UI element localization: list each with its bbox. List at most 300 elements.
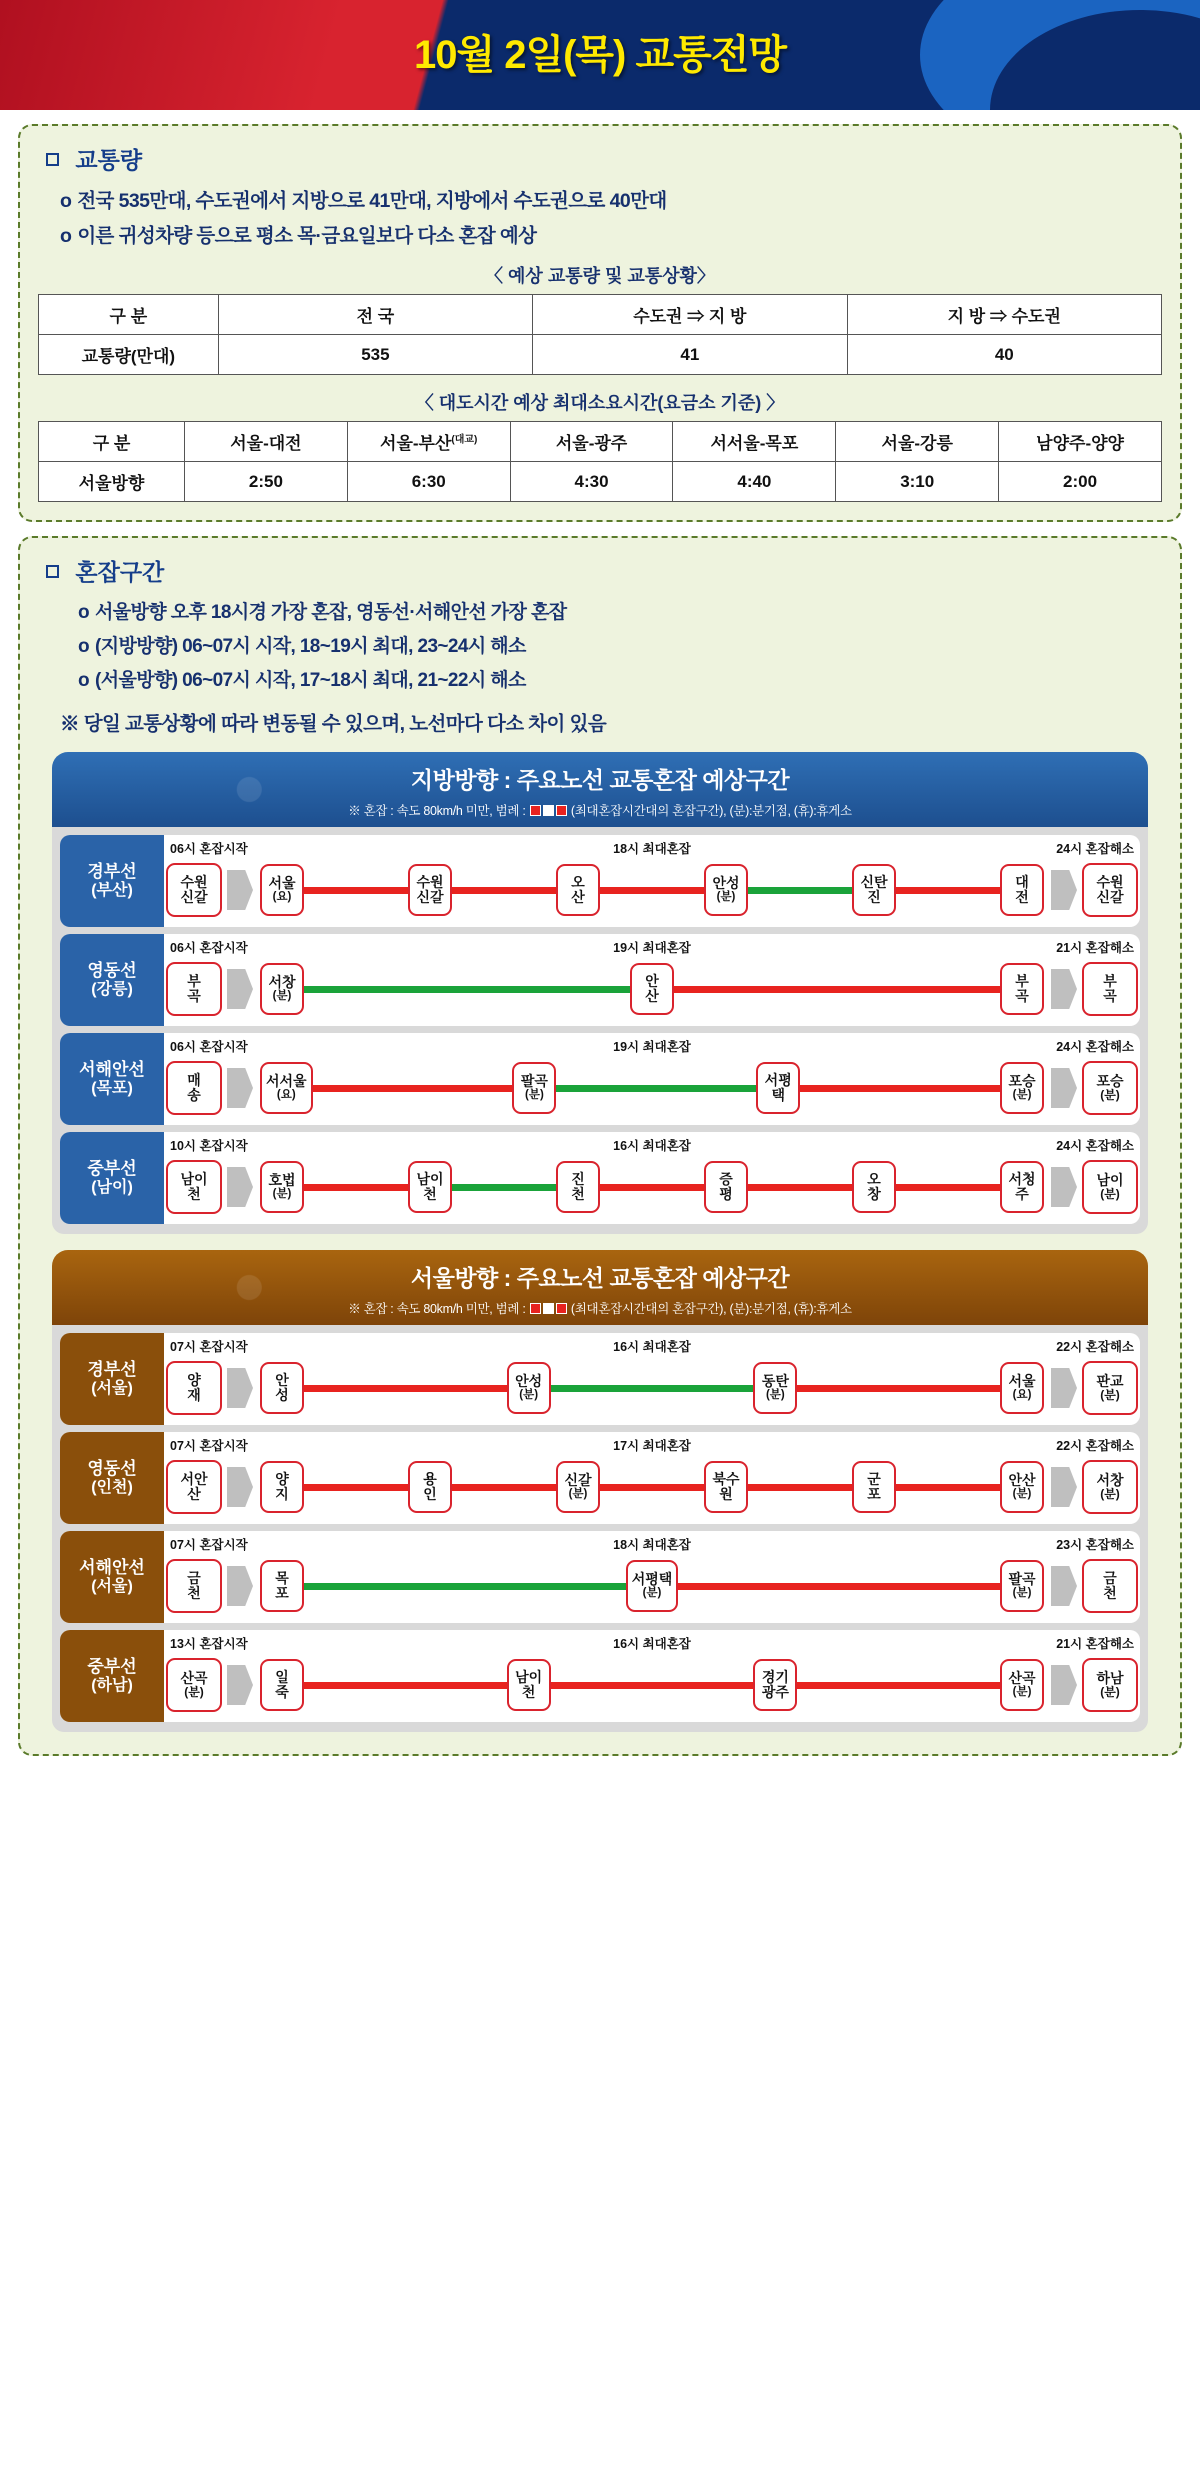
table2-header-6: 남양주-양양: [999, 422, 1162, 462]
node-line1: 증: [719, 1170, 733, 1187]
arrow-right-icon: [1051, 1467, 1077, 1507]
route-endpoint-node: [1082, 863, 1138, 917]
node-line2: 송: [187, 1087, 201, 1103]
table2-caption: 〈 대도시간 예상 최대소요시간(요금소 기준) 〉: [415, 393, 785, 413]
node-suffix: (분): [1012, 1587, 1032, 1600]
route-segments: [256, 1362, 1048, 1414]
direction-down-block: [52, 752, 1148, 1234]
route-name: [60, 1432, 164, 1524]
route-endpoint-node: [166, 863, 222, 917]
node-line1: 남이: [515, 1668, 543, 1685]
table1-header-1: 전 국: [218, 295, 532, 335]
node-line2: 천: [1103, 1585, 1117, 1601]
route-track: [164, 1355, 1140, 1421]
route-name: [60, 1630, 164, 1722]
route-node: [260, 1461, 304, 1513]
arrow-right-icon: [1051, 1068, 1077, 1108]
route-node: [1000, 1362, 1044, 1414]
route-node: [408, 864, 452, 916]
route-node: [704, 864, 748, 916]
congestion-peak-label: 18시 최대혼잡: [613, 842, 691, 856]
route-name-line2: (남이): [91, 1178, 133, 1196]
arrow-right-icon: [227, 1665, 253, 1705]
table-header-row: [39, 422, 1162, 462]
congestion-peak-label: 16시 최대혼잡: [613, 1139, 691, 1153]
route-row: [60, 934, 1140, 1026]
node-line1: 부: [1015, 972, 1029, 989]
route-segments: [256, 1659, 1048, 1711]
route-track: [164, 1454, 1140, 1520]
route-time-labels: [164, 1337, 1140, 1355]
congestion-end-label: 24시 혼잡해소: [1056, 1040, 1134, 1054]
route-link-red: [896, 887, 1000, 894]
congestion-panel: [18, 536, 1182, 1756]
node-line2: 죽: [275, 1684, 289, 1700]
route-node: [408, 1161, 452, 1213]
page-body: [0, 110, 1200, 1780]
table2-header-1: 서울-대전: [184, 422, 347, 462]
node-suffix: (요): [1012, 1389, 1032, 1402]
node-line1: 팔곡: [520, 1072, 548, 1089]
route-name-line1: 서해안선: [79, 1060, 145, 1080]
route-link-red: [304, 887, 408, 894]
node-line1: 매: [187, 1071, 201, 1088]
route-link-red: [797, 1385, 1000, 1392]
route-diagram: [164, 1432, 1140, 1524]
table1-cell-1: 535: [218, 335, 532, 375]
route-link-red: [800, 1085, 1000, 1092]
arrow-right-icon: [1051, 969, 1077, 1009]
node-line2: 평: [719, 1186, 733, 1202]
section2-title-text: 혼잡구간: [75, 559, 165, 585]
congestion-end-label: 24시 혼잡해소: [1056, 842, 1134, 856]
route-name-line1: 중부선: [87, 1159, 137, 1179]
route-name-line2: (인천): [91, 1478, 133, 1496]
square-bullet-icon: [46, 153, 59, 166]
table1-header-2: 수도권 ⇒ 지 방: [533, 295, 847, 335]
route-row: [60, 1033, 1140, 1125]
max-travel-time-table: [38, 421, 1162, 502]
route-link-red: [748, 1184, 852, 1191]
route-name: [60, 1333, 164, 1425]
route-node: [260, 864, 304, 916]
node-line1: 양: [187, 1371, 201, 1388]
table2-header-3: 서울-광주: [510, 422, 673, 462]
legend-red-square-icon-2: [556, 805, 567, 816]
route-node: [1000, 1161, 1044, 1213]
route-node: [753, 1362, 797, 1414]
route-node: [260, 1062, 313, 1114]
table2-header-5: 서울-강릉: [836, 422, 999, 462]
route-link-red: [600, 1484, 704, 1491]
route-node: [756, 1062, 800, 1114]
route-node: [260, 1560, 304, 1612]
node-line1: 금: [1103, 1569, 1117, 1586]
page-title: 10월 2일(목) 교통전망: [413, 33, 787, 77]
route-time-labels: [164, 1535, 1140, 1553]
node-suffix: (분): [1012, 1686, 1032, 1699]
square-bullet-icon: [46, 565, 59, 578]
node-line1: 부: [1103, 972, 1117, 989]
node-line2: 지: [275, 1486, 289, 1502]
route-diagram: [164, 1333, 1140, 1425]
table1-caption: 〈 예상 교통량 및 교통상황〉: [485, 266, 715, 286]
node-line1: 서청: [1008, 1170, 1036, 1187]
table1-cell-3: 40: [847, 335, 1161, 375]
route-name-line1: 경부선: [87, 862, 137, 882]
route-diagram: [164, 1132, 1140, 1224]
route-track: [164, 1055, 1140, 1121]
route-link-green: [748, 887, 852, 894]
node-suffix: (분): [1012, 1488, 1032, 1501]
route-endpoint-node: [166, 1061, 222, 1115]
node-line2: 광주: [761, 1684, 789, 1700]
route-link-red: [748, 1484, 852, 1491]
node-suffix: (요): [276, 1089, 296, 1102]
node-line1: 신갈: [564, 1471, 592, 1488]
table-row: [39, 335, 1162, 375]
node-line1: 부: [187, 972, 201, 989]
arrow-right-icon: [1051, 1566, 1077, 1606]
node-suffix: (분): [1100, 1187, 1120, 1202]
section2-bullet-1: o 서울방향 오후 18시경 가장 혼잡, 영동선·서해안선 가장 혼잡: [78, 602, 567, 623]
route-link-red: [678, 1583, 1000, 1590]
route-endpoint-node: [166, 1559, 222, 1613]
node-line2: 택: [771, 1087, 785, 1103]
node-line1: 남이: [416, 1170, 444, 1187]
node-line2: 원: [719, 1486, 733, 1502]
node-line2: 인: [423, 1486, 437, 1502]
arrow-right-icon: [227, 1467, 253, 1507]
node-line2: 창: [867, 1186, 881, 1202]
route-time-labels: [164, 1436, 1140, 1454]
route-row: [60, 1132, 1140, 1224]
route-name-line2: (하남): [91, 1676, 133, 1694]
route-link-green: [304, 986, 630, 993]
arrow-right-icon: [1051, 870, 1077, 910]
arrow-right-icon: [227, 1167, 253, 1207]
route-link-red: [797, 1682, 1000, 1689]
route-node: [408, 1461, 452, 1513]
node-suffix: (분): [642, 1587, 662, 1600]
node-line1: 하남: [1096, 1669, 1124, 1686]
node-line2: 주: [1015, 1186, 1029, 1202]
table1-cell-0: 교통량(만대): [39, 335, 219, 375]
node-line1: 안성: [515, 1372, 543, 1389]
legend-white-square-icon: [543, 1303, 554, 1314]
node-line1: 목: [275, 1569, 289, 1586]
route-link-red: [304, 1385, 507, 1392]
route-endpoint-node: [166, 962, 222, 1016]
route-node: [556, 1161, 600, 1213]
route-node: [1000, 963, 1044, 1015]
section2-note: ※ 당일 교통상황에 따라 변동될 수 있으며, 노선마다 다소 차이 있음: [60, 713, 607, 735]
table1-header-0: 구 분: [39, 295, 219, 335]
route-track: [164, 1553, 1140, 1619]
route-link-green: [304, 1583, 626, 1590]
table2-cell-5: 3:10: [836, 462, 999, 502]
route-node: [753, 1659, 797, 1711]
section2-title: [46, 554, 1162, 587]
route-node: [507, 1362, 551, 1414]
route-name-line1: 중부선: [87, 1657, 137, 1677]
route-name-line2: (서울): [91, 1379, 133, 1397]
route-name: [60, 1132, 164, 1224]
route-link-red: [600, 887, 704, 894]
congestion-start-label: 06시 혼잡시작: [170, 941, 248, 955]
node-line2: 천: [521, 1684, 536, 1700]
congestion-end-label: 23시 혼잡해소: [1056, 1538, 1134, 1552]
route-node: [556, 864, 600, 916]
arrow-right-icon: [1051, 1167, 1077, 1207]
section1-bullet-1: o 전국 535만대, 수도권에서 지방으로 41만대, 지방에서 수도권으로 40만대: [60, 190, 667, 212]
direction-down-title: 지방방향 : 주요노선 교통혼잡 예상구간: [410, 767, 790, 793]
node-line1: 포승: [1096, 1072, 1124, 1089]
congestion-peak-label: 16시 최대혼잡: [613, 1637, 691, 1651]
route-endpoint-node: [1082, 962, 1138, 1016]
route-endpoint-node: [166, 1658, 222, 1712]
node-suffix: (분): [1012, 1089, 1032, 1102]
route-name-line2: (부산): [91, 881, 133, 899]
route-segments: [256, 1560, 1048, 1612]
table2-cell-1: 2:50: [184, 462, 347, 502]
node-line1: 대: [1015, 873, 1029, 890]
route-name: [60, 835, 164, 927]
route-link-red: [304, 1682, 507, 1689]
route-endpoint-node: [166, 1361, 222, 1415]
node-suffix: (분): [1100, 1685, 1120, 1700]
route-time-labels: [164, 1634, 1140, 1652]
route-segments: [256, 1461, 1048, 1513]
node-line2: 포: [275, 1585, 289, 1601]
route-link-green: [556, 1085, 756, 1092]
route-time-labels: [164, 1037, 1140, 1055]
table2-cell-6: 2:00: [999, 462, 1162, 502]
congestion-start-label: 13시 혼잡시작: [170, 1637, 248, 1651]
node-line2: 산: [187, 1486, 201, 1502]
congestion-end-label: 21시 혼잡해소: [1056, 1637, 1134, 1651]
route-link-red: [551, 1682, 754, 1689]
congestion-peak-label: 19시 최대혼잡: [613, 1040, 691, 1054]
route-link-green: [452, 1184, 556, 1191]
route-node: [852, 864, 896, 916]
node-line1: 서울: [1008, 1372, 1036, 1389]
arrow-right-icon: [227, 969, 253, 1009]
direction-down-header: [52, 752, 1148, 827]
node-line1: 호법: [268, 1171, 296, 1188]
node-line2: 천: [187, 1186, 201, 1202]
route-row: [60, 1630, 1140, 1722]
route-row: [60, 1531, 1140, 1623]
node-line1: 포승: [1008, 1072, 1036, 1089]
route-node: [260, 1161, 304, 1213]
table2-cell-4: 4:40: [673, 462, 836, 502]
route-node: [1000, 1659, 1044, 1711]
node-line2: 산: [571, 889, 585, 905]
route-node: [260, 963, 304, 1015]
node-line1: 서평택: [631, 1570, 673, 1587]
route-row: [60, 1432, 1140, 1524]
route-segments: [256, 864, 1048, 916]
node-line1: 수원: [180, 873, 208, 890]
node-suffix: (분): [272, 1188, 292, 1201]
route-node: [556, 1461, 600, 1513]
route-endpoint-node: [1082, 1460, 1138, 1514]
route-diagram: [164, 1630, 1140, 1722]
route-node: [1000, 864, 1044, 916]
node-line2: 전: [1015, 889, 1029, 905]
node-line1: 안: [645, 972, 659, 989]
route-endpoint-node: [1082, 1061, 1138, 1115]
expected-volume-table: [38, 294, 1162, 375]
arrow-right-icon: [227, 1368, 253, 1408]
node-line1: 수원: [1096, 873, 1124, 890]
congestion-peak-label: 16시 최대혼잡: [613, 1340, 691, 1354]
route-link-red: [313, 1085, 513, 1092]
route-node: [852, 1461, 896, 1513]
page-header: [0, 0, 1200, 110]
congestion-end-label: 21시 혼잡해소: [1056, 941, 1134, 955]
route-endpoint-node: [1082, 1658, 1138, 1712]
route-name-line2: (목포): [91, 1079, 133, 1097]
node-suffix: (분): [519, 1389, 539, 1402]
legend-white-square-icon: [543, 805, 554, 816]
node-line1: 서안: [180, 1470, 208, 1487]
direction-up-legend: ※ 혼잡 : 속도 80km/h 미만, 범례 : (최대혼잡시간대의 혼잡구간), (분):분기점, (휴):휴게소: [348, 1302, 852, 1316]
route-node: [626, 1560, 679, 1612]
table1-header-3: 지 방 ⇒ 수도권: [847, 295, 1161, 335]
route-time-labels: [164, 839, 1140, 857]
node-line1: 용: [423, 1470, 437, 1487]
route-link-red: [600, 1184, 704, 1191]
node-line1: 수원: [416, 873, 444, 890]
node-line1: 안성: [712, 874, 740, 891]
node-line2: 천: [571, 1186, 585, 1202]
node-line1: 산곡: [1008, 1669, 1036, 1686]
route-endpoint-node: [1082, 1559, 1138, 1613]
route-node: [260, 1659, 304, 1711]
route-diagram: [164, 934, 1140, 1026]
legend-red-square-icon: [530, 1303, 541, 1314]
node-line1: 북수: [712, 1470, 740, 1487]
route-segments: [256, 1161, 1048, 1213]
route-endpoint-node: [1082, 1160, 1138, 1214]
arrow-right-icon: [227, 870, 253, 910]
congestion-end-label: 22시 혼잡해소: [1056, 1340, 1134, 1354]
node-line1: 양: [275, 1470, 289, 1487]
node-line1: 진: [571, 1170, 585, 1187]
route-name: [60, 934, 164, 1026]
congestion-end-label: 22시 혼잡해소: [1056, 1439, 1134, 1453]
node-line1: 남이: [1096, 1171, 1124, 1188]
route-name: [60, 1033, 164, 1125]
route-node: [512, 1062, 556, 1114]
route-node: [704, 1161, 748, 1213]
route-diagram: [164, 1033, 1140, 1125]
route-name: [60, 1531, 164, 1623]
section1-title: [46, 142, 1162, 175]
traffic-volume-panel: [18, 124, 1182, 522]
route-link-red: [452, 1484, 556, 1491]
table2-header-2: 서울-부산$^{(대교)}$: [347, 422, 510, 462]
node-line2: 천: [423, 1186, 437, 1202]
section2-bullet-2: o (지방방향) 06~07시 시작, 18~19시 최대, 23~24시 해소: [78, 636, 526, 657]
route-endpoint-node: [166, 1160, 222, 1214]
route-name-line1: 영동선: [87, 961, 137, 981]
congestion-peak-label: 19시 최대혼잡: [613, 941, 691, 955]
section2-bullet-3: o (서울방향) 06~07시 시작, 17~18시 최대, 21~22시 해소: [78, 670, 526, 691]
legend-red-square-icon-2: [556, 1303, 567, 1314]
direction-up-title: 서울방향 : 주요노선 교통혼잡 예상구간: [410, 1265, 790, 1291]
node-line2: 곡: [1103, 988, 1117, 1004]
route-node: [260, 1362, 304, 1414]
node-suffix: (분): [716, 891, 736, 904]
node-suffix: (분): [1100, 1088, 1120, 1103]
node-line2: 신갈: [1096, 889, 1124, 905]
arrow-right-icon: [227, 1566, 253, 1606]
node-suffix: (분): [272, 990, 292, 1003]
node-suffix: (요): [272, 891, 292, 904]
node-line1: 오: [571, 873, 585, 890]
node-line2: 천: [187, 1585, 201, 1601]
node-line2: 진: [867, 889, 881, 905]
route-node: [704, 1461, 748, 1513]
route-row: [60, 1333, 1140, 1425]
route-node: [1000, 1461, 1044, 1513]
congestion-start-label: 07시 혼잡시작: [170, 1340, 248, 1354]
section1-title-text: 교통량: [75, 147, 143, 173]
table2-header-0: 구 분: [39, 422, 185, 462]
node-line2: 재: [187, 1387, 201, 1403]
node-line1: 남이: [180, 1170, 208, 1187]
route-row: [60, 835, 1140, 927]
table2-cell-2: 6:30: [347, 462, 510, 502]
route-segments: [256, 963, 1048, 1015]
congestion-start-label: 07시 혼잡시작: [170, 1538, 248, 1552]
table-header-row: [39, 295, 1162, 335]
arrow-right-icon: [1051, 1368, 1077, 1408]
route-name-line1: 서해안선: [79, 1558, 145, 1578]
node-line1: 서울: [268, 874, 296, 891]
table2-header-4: 서서울-목포: [673, 422, 836, 462]
node-line1: 금: [187, 1569, 201, 1586]
direction-up-routes: [52, 1325, 1148, 1732]
route-link-red: [304, 1184, 408, 1191]
direction-up-block: [52, 1250, 1148, 1732]
node-line2: 포: [867, 1486, 881, 1502]
node-line1: 군: [867, 1470, 881, 1487]
node-suffix: (분): [568, 1488, 588, 1501]
congestion-start-label: 10시 혼잡시작: [170, 1139, 248, 1153]
route-name-line2: (강릉): [91, 980, 133, 998]
arrow-right-icon: [1051, 1665, 1077, 1705]
route-node: [852, 1161, 896, 1213]
direction-up-header: [52, 1250, 1148, 1325]
route-track: [164, 857, 1140, 923]
node-suffix: (분): [525, 1089, 544, 1102]
route-link-red: [304, 1484, 408, 1491]
route-link-red: [896, 1484, 1000, 1491]
direction-down-routes: [52, 827, 1148, 1234]
node-line2: 성: [275, 1387, 289, 1403]
node-line1: 판교: [1096, 1372, 1124, 1389]
route-node: [1000, 1560, 1044, 1612]
node-line1: 서서울: [266, 1072, 307, 1089]
table2-cell-0: 서울방향: [39, 462, 185, 502]
congestion-peak-label: 18시 최대혼잡: [613, 1538, 691, 1552]
legend-red-square-icon: [530, 805, 541, 816]
node-line1: 동탄: [761, 1372, 789, 1389]
